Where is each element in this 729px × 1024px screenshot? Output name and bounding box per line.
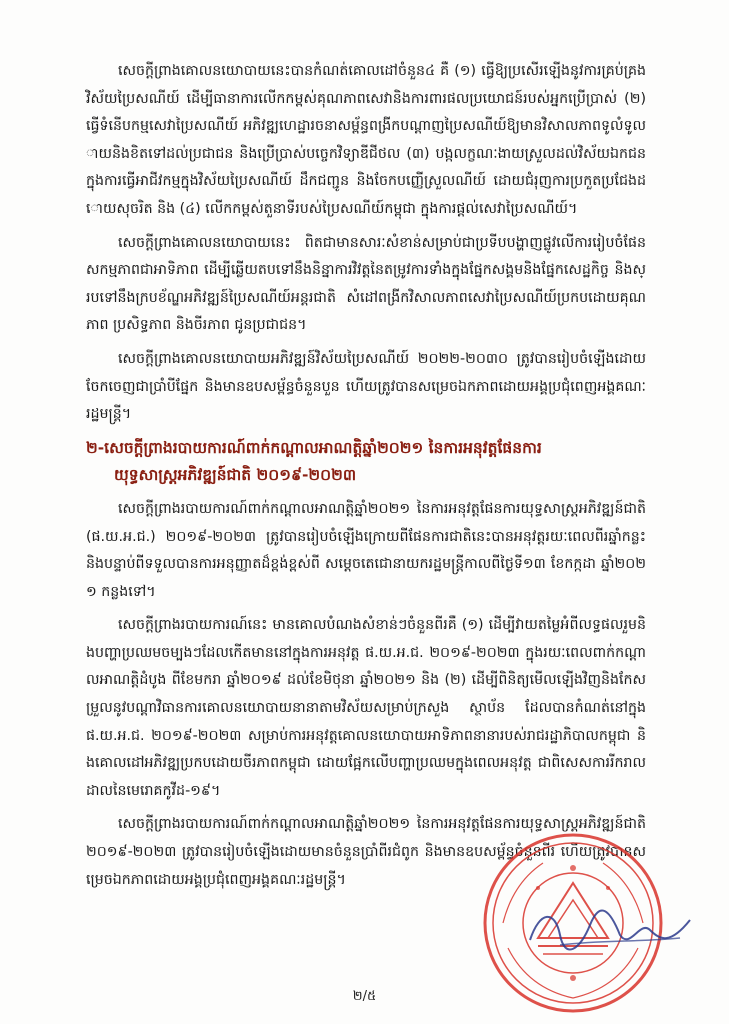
paragraph-report-structure: សេចក្តីព្រាងរបាយការណ៍ពាក់កណ្តាលអាណត្តិឆ្នាំ២០២១ នៃការអនុវត្តផែនការយុទ្ធសាស្ត្រអភិវឌ្ឍន៍ជាតិ ២០១៩-២០២៣ ត្រូវបានរៀបចំឡើងដោយមានចំនួនប្រាំពីរជំពូក និងមានឧបសម្ព័ន្ធចំនួនពីរ ហើយត្រូវបានសម្រេចឯកភាពដោយអង្គប្រជុំពេញអង្គគណៈរដ្ឋមន្ត្រី។	[86, 816, 646, 888]
section-heading	[86, 435, 646, 490]
paragraph-policy-structure: សេចក្តីព្រាងគោលនយោបាយអភិវឌ្ឍន៍វិស័យប្រៃសណីយ៍ ២០២២-២០៣០ ត្រូវបានរៀបចំឡើងដោយចែកចេញជាប្រាំបីផ្នែក និងមានឧបសម្ព័ន្ធចំនួនបួន ហើយត្រូវបានសម្រេចឯកភាពដោយអង្គប្រជុំពេញអង្គគណៈរដ្ឋមន្ត្រី។	[86, 350, 646, 423]
paragraph-policy-importance: សេចក្តីព្រាងគោលនយោបាយនេះ ពិតជាមានសារៈសំខាន់សម្រាប់ជាប្រទីបបង្ហាញផ្លូវលើការរៀបចំផែនសកម្មភាពជាអាទិភាព ដើម្បីឆ្លើយតបទៅនឹងនិន្នាការវិវត្តនៃតម្រូវការទាំងក្នុងផ្នែកសង្គមនិងផ្នែកសេដ្ឋកិច្ច និងស្របទៅនឹងក្របខ័ណ្ឌអភិវឌ្ឍន៍ប្រៃសណីយ៍អន្តរជាតិ សំដៅពង្រីកវិសាលភាពសេវាប្រៃសណីយ៍ប្រកបដោយគុណភាព ប្រសិទ្ធភាព និងចីរភាព ជូនប្រជាជន។	[86, 234, 646, 334]
paragraph-report-objectives: សេចក្តីព្រាងរបាយការណ៍នេះ មានគោលបំណងសំខាន់ៗចំនួនពីរគឺ (១) ដើម្បីវាយតម្លៃអំពីលទ្ធផលរួមនិងបញ្ហាប្រឈមចម្បងៗដែលកើតមាននៅក្នុងការអនុវត្ត ផ.យ.អ.ជ. ២០១៩-២០២៣ ក្នុងរយៈពេលពាក់កណ្តាលអាណត្តិដំបូង ពីខែមករា ឆ្នាំ២០១៩ ដល់ខែមិថុនា ឆ្នាំ២០២១ និង (២) ដើម្បីពិនិត្យមើលឡើងវិញនិងកែសម្រួលនូវបណ្តាវិធានការគោលនយោបាយនានាតាមវិស័យសម្រាប់ក្រសួង ស្ថាប័ន ដែលបានកំណត់នៅក្នុង ផ.យ.អ.ជ. ២០១៩-២០២៣ សម្រាប់ការអនុវត្តគោលនយោបាយអាទិភាពនានារបស់រាជរដ្ឋាភិបាលកម្ពុជា និងគោលដៅអភិវឌ្ឍប្រកបដោយចីរភាពកម្ពុជា ដោយផ្អែកលើបញ្ហាប្រឈមក្នុងពេលអនុវត្ត ជាពិសេសការរីករាលដាលនៃមេរោគកូវីដ-១៩។	[86, 617, 646, 799]
document-body	[86, 58, 646, 900]
page-number: ២/៥	[352, 989, 377, 1004]
section-heading-line1: ២-សេចក្តីព្រាងរបាយការណ៍ពាក់កណ្តាលអាណត្តិឆ្នាំ២០២១ នៃការអនុវត្តផែនការ	[86, 438, 542, 457]
paragraph-report-intro: សេចក្តីព្រាងរបាយការណ៍ពាក់កណ្តាលអាណត្តិឆ្នាំ២០២១ នៃការអនុវត្តផែនការយុទ្ធសាស្ត្រអភិវឌ្ឍន៍ជាតិ (ផ.យ.អ.ជ.) ២០១៩-២០២៣ ត្រូវបានរៀបចំឡើងក្រោយពីផែនការជាតិនេះបានអនុវត្តរយៈពេលពីរឆ្នាំកន្លះ និងបន្ទាប់ពីទទួលបានការអនុញ្ញាតដ៏ខ្ពង់ខ្ពស់ពី សម្តេចតេជោនាយករដ្ឋមន្ត្រីកាលពីថ្ងៃទី១៣ ខែកក្កដា ឆ្នាំ២០២១ កន្លងទៅ។	[86, 500, 646, 600]
section-heading-line2: យុទ្ធសាស្ត្រអភិវឌ្ឍន៍ជាតិ ២០១៩-២០២៣	[114, 466, 357, 485]
signature-icon	[520, 900, 700, 960]
paragraph-policy-goals: សេចក្តីព្រាងគោលនយោបាយនេះបានកំណត់គោលដៅចំនួន៤ គឺ (១) ធ្វើឱ្យប្រសើរឡើងនូវការគ្រប់គ្រងវិស័យប្រៃសណីយ៍ ដើម្បីធានាការលើកកម្ពស់គុណភាពសេវានិងការពារផលប្រយោជន៍របស់អ្នកប្រើប្រាស់ (២) ធ្វើទំនើបកម្មសេវាប្រៃសណីយ៍ អភិវឌ្ឍហេដ្ឋារចនាសម្ព័ន្ធពង្រីកបណ្តាញប្រៃសណីយ៍ឱ្យមានវិសាលភាពទូលំទូលាយនិងខិតទៅដល់ប្រជាជន និងប្រើប្រាស់បច្ចេកវិទ្យាឌីជីថល (៣) បង្កលក្ខណៈងាយស្រួលដល់វិស័យឯកជន ក្នុងការធ្វើអាជីវកម្មក្នុងវិស័យប្រៃសណីយ៍ ដឹកជញ្ជូន និងចែកបញ្ញើស្រួលណីយ៍ ដោយជំរុញការប្រកួតប្រជែងដោយសុចរិត និង (៤) លើកកម្ពស់តួនាទីរបស់ប្រៃសណីយ៍កម្ពុជា ក្នុងការផ្តល់សេវាប្រៃសណីយ៍។	[86, 63, 646, 217]
